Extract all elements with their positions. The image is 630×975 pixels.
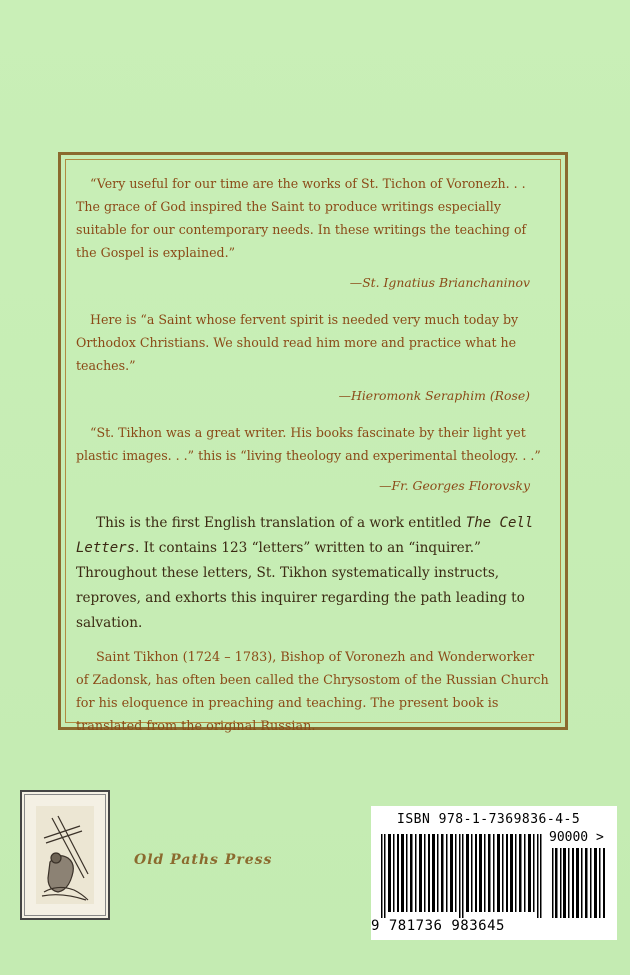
- description-p1-before: This is the first English translation of a work entitled: [96, 515, 466, 531]
- ean-digits: 9 781736 983645: [371, 918, 505, 934]
- book-title: The Cell Letters: [76, 515, 534, 556]
- addon-barcode: [551, 848, 609, 918]
- addon-price-code: 90000 >: [549, 830, 604, 845]
- publisher-emblem: [20, 790, 110, 920]
- publisher-name: Old Paths Press: [134, 852, 273, 868]
- quote-1-attribution: —St. Ignatius Brianchaninov: [349, 275, 530, 290]
- description-paragraph-2: Saint Tikhon (1724 – 1783), Bishop of Voronezh and Wonderworker of Zadonsk, has often been called the Chrysostom of the Russian Church for his eloquence in preaching and teaching. The present book is translated from the original Russian.: [76, 650, 549, 734]
- quote-1-text: “Very useful for our time are the works of St. Tichon of Voronezh. . . The grace of God inspired the Saint to produce writings especially suitable for our contemporary needs. In these writings the teaching of the Gospel is explained.”: [76, 176, 527, 260]
- description-p1-after: . It contains 123 “letters” written to an “inquirer.” Throughout these letters, St. Tikhon systematically instructs, reproves, and exhorts this inquirer regarding the path leading to salvation.: [76, 540, 525, 631]
- isbn-text: ISBN 978-1-7369836-4-5: [397, 812, 581, 827]
- frame-content: [76, 172, 550, 748]
- barcode-box: [371, 806, 617, 940]
- ean-barcode: [379, 834, 545, 918]
- quote-2-attribution: —Hieromonk Seraphim (Rose): [338, 388, 530, 403]
- cross-bearer-illustration: [22, 792, 108, 918]
- quote-2-text: Here is “a Saint whose fervent spirit is needed very much today by Orthodox Christians. We should read him more and practice what he teaches.”: [76, 312, 519, 373]
- quote-3-attribution: —Fr. Georges Florovsky: [379, 478, 530, 493]
- description-paragraph-1: [76, 511, 550, 636]
- quote-3-text: “St. Tikhon was a great writer. His books fascinate by their light yet plastic images. . .” this is “living theology and experimental theology. . .”: [76, 425, 541, 463]
- addon-price-digits: 90000: [549, 830, 589, 845]
